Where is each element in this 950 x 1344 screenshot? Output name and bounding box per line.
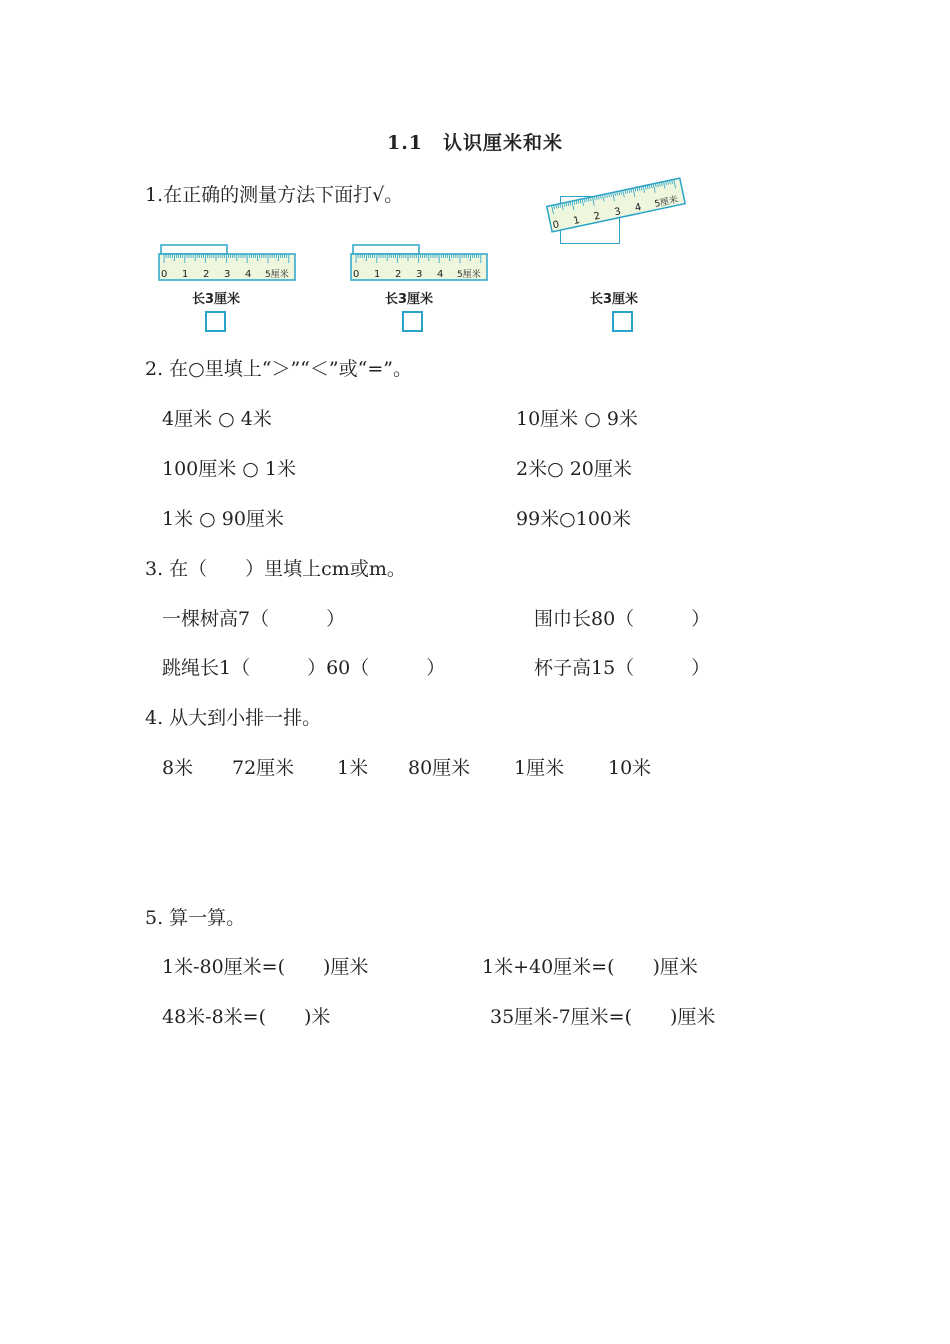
page-title: 1.1 认识厘米和米 (386, 132, 564, 154)
question-2-prompt: 2. 在○里填上“＞”“＜”或“=”。 (145, 358, 412, 380)
ruler-3-label: 长3厘米 (590, 292, 639, 307)
calc-item: 1米-80厘米=( )厘米 (162, 956, 369, 978)
ruler-1 (158, 244, 300, 284)
sort-item: 72厘米 (232, 757, 295, 779)
ruler-2-tick-label: 3 (416, 269, 423, 280)
compare-item: 10厘米 ○ 9米 (516, 408, 638, 430)
ruler-2-tick-label: 2 (395, 269, 402, 280)
question-1-prompt: 1.在正确的测量方法下面打√。 (145, 184, 404, 206)
answer-checkbox-3[interactable] (612, 311, 633, 332)
ruler-2-tick-label: 4 (437, 269, 444, 280)
ruler-1-tick-label: 5厘米 (265, 270, 289, 280)
ruler-2-tick-label: 1 (374, 269, 381, 280)
question-5-prompt: 5. 算一算。 (145, 907, 246, 929)
ruler-2-tick-label: 5厘米 (457, 270, 481, 280)
answer-checkbox-2[interactable] (402, 311, 423, 332)
ruler-1-tick-label: 3 (224, 269, 231, 280)
compare-item: 100厘米 ○ 1米 (162, 458, 297, 480)
answer-checkbox-1[interactable] (205, 311, 226, 332)
compare-item: 2米○ 20厘米 (516, 458, 632, 480)
compare-item: 4厘米 ○ 4米 (162, 408, 272, 430)
unit-fill-item: 跳绳长1（ ）60（ ） (162, 657, 446, 679)
sort-item: 80厘米 (408, 757, 471, 779)
calc-item: 35厘米-7厘米=( )厘米 (490, 1006, 716, 1028)
ruler-1-label: 长3厘米 (192, 292, 241, 307)
ruler-1-tick-label: 2 (203, 269, 210, 280)
ruler-2 (350, 244, 492, 284)
calc-item: 48米-8米=( )米 (162, 1006, 331, 1028)
sort-item: 1厘米 (514, 757, 565, 779)
ruler-3-tick-label: 4 (633, 201, 643, 214)
compare-item: 99米○100米 (516, 508, 632, 530)
sort-item: 10米 (608, 757, 652, 779)
ruler-1-tick-label: 1 (182, 269, 189, 280)
ruler-1-tick-label: 4 (245, 269, 252, 280)
ruler-2-tick-label: 0 (353, 269, 360, 280)
sort-item: 8米 (162, 757, 194, 779)
ruler-3-tick-label: 3 (613, 206, 622, 219)
unit-fill-item: 围巾长80（ ） (534, 608, 711, 630)
calc-item: 1米+40厘米=( )厘米 (482, 956, 698, 978)
compare-item: 1米 ○ 90厘米 (162, 508, 284, 530)
ruler-2-label: 长3厘米 (385, 292, 434, 307)
sort-item: 1米 (337, 757, 369, 779)
ruler-3-tick-label: 5厘米 (653, 195, 680, 210)
question-3-prompt: 3. 在（ ）里填上cm或m。 (145, 558, 406, 580)
ruler-3-tick-label: 1 (572, 215, 581, 228)
ruler-1-tick-label: 0 (161, 269, 168, 280)
ruler-3-tick-label: 2 (592, 210, 602, 223)
ruler-3-tick-label: 0 (551, 219, 561, 232)
unit-fill-item: 杯子高15（ ） (534, 657, 711, 679)
question-4-prompt: 4. 从大到小排一排。 (145, 707, 322, 729)
unit-fill-item: 一棵树高7（ ） (162, 608, 346, 630)
